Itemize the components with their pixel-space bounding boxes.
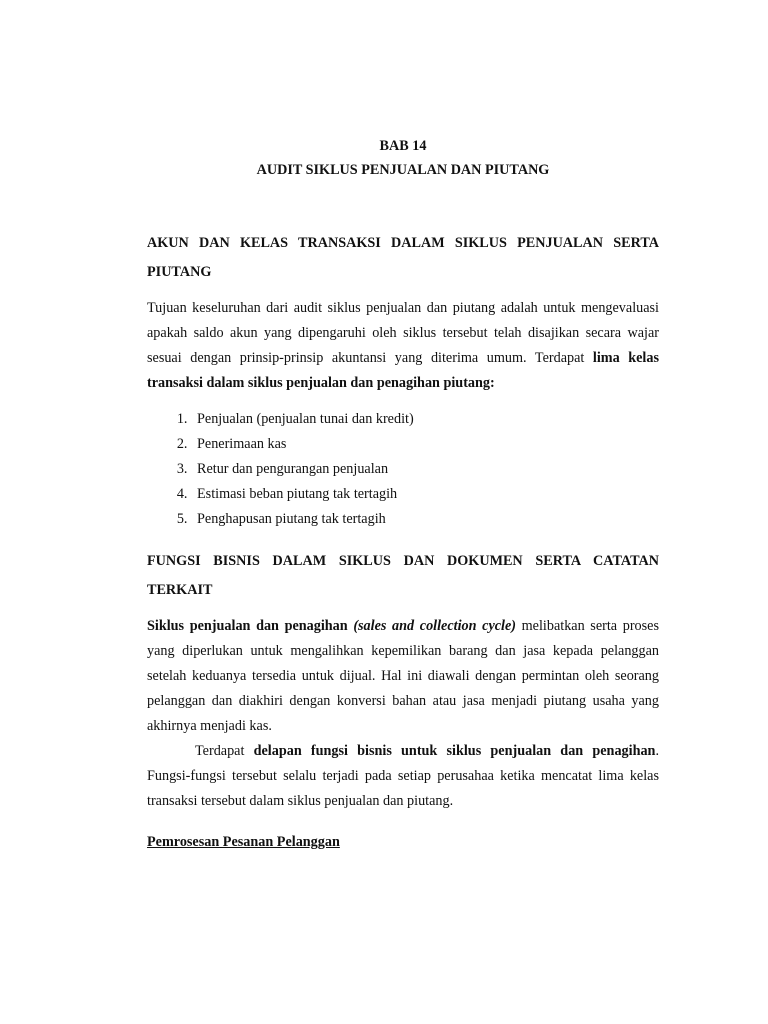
intro-paragraph [147, 296, 659, 396]
functions-paragraph-text: . Fungsi-fungsi tersebut selalu terjadi pada setiap perusahaa ketika mencatat lima kelas transaksi tersebut dalam siklus penjualan dan piutang. [147, 743, 659, 809]
cycle-paragraph-english-term: (sales and collection cycle) [353, 618, 516, 634]
intro-paragraph-bold: lima kelas transaksi dalam siklus penjualan dan penagihan piutang: [147, 350, 659, 391]
functions-paragraph [147, 739, 659, 814]
list-item: 4. Estimasi beban piutang tak tertagih [191, 482, 659, 507]
cycle-paragraph [147, 614, 659, 739]
list-item: 1. Penjualan (penjualan tunai dan kredit) [191, 407, 659, 432]
page-content [147, 134, 659, 854]
subheading-pemrosesan-pesanan: Pemrosesan Pesanan Pelanggan [147, 834, 340, 850]
cycle-paragraph-bold: Siklus penjualan dan penagihan [147, 618, 348, 634]
list-item: 3. Retur dan pengurangan penjualan [191, 457, 659, 482]
section-heading-akun-kelas-transaksi: AKUN DAN KELAS TRANSAKSI DALAM SIKLUS PENJUALAN SERTA PIUTANG [147, 235, 659, 280]
intro-paragraph-text: Tujuan keseluruhan dari audit siklus penjualan dan piutang adalah untuk mengevaluasi apakah saldo akun yang dipengaruhi oleh siklus tersebut telah disajikan secara wajar sesuai dengan prinsip-prinsip akuntansi yang diterima umum. Terdapat [147, 300, 659, 366]
transaction-class-list [147, 407, 659, 532]
section-heading-fungsi-bisnis: FUNGSI BISNIS DALAM SIKLUS DAN DOKUMEN SERTA CATATAN TERKAIT [147, 553, 659, 598]
functions-paragraph-bold: delapan fungsi bisnis untuk siklus penjualan dan penagihan [253, 743, 656, 759]
cycle-paragraph-text: melibatkan serta proses yang diperlukan untuk mengalihkan kepemilikan barang dan jasa kepada pelanggan setelah keduanya tersedia untuk dijual. Hal ini diawali dengan permintan oleh seorang pelanggan dan diakhiri dengan konversi bahan atau jasa menjadi piutang usaha yang akhirnya menjadi kas. [147, 618, 659, 734]
list-item: 2. Penerimaan kas [191, 432, 659, 457]
functions-paragraph-start: Terdapat [195, 743, 254, 759]
list-item: 5. Penghapusan piutang tak tertagih [191, 507, 659, 532]
chapter-title: AUDIT SIKLUS PENJUALAN DAN PIUTANG [256, 162, 550, 178]
chapter-number: BAB 14 [379, 138, 427, 154]
